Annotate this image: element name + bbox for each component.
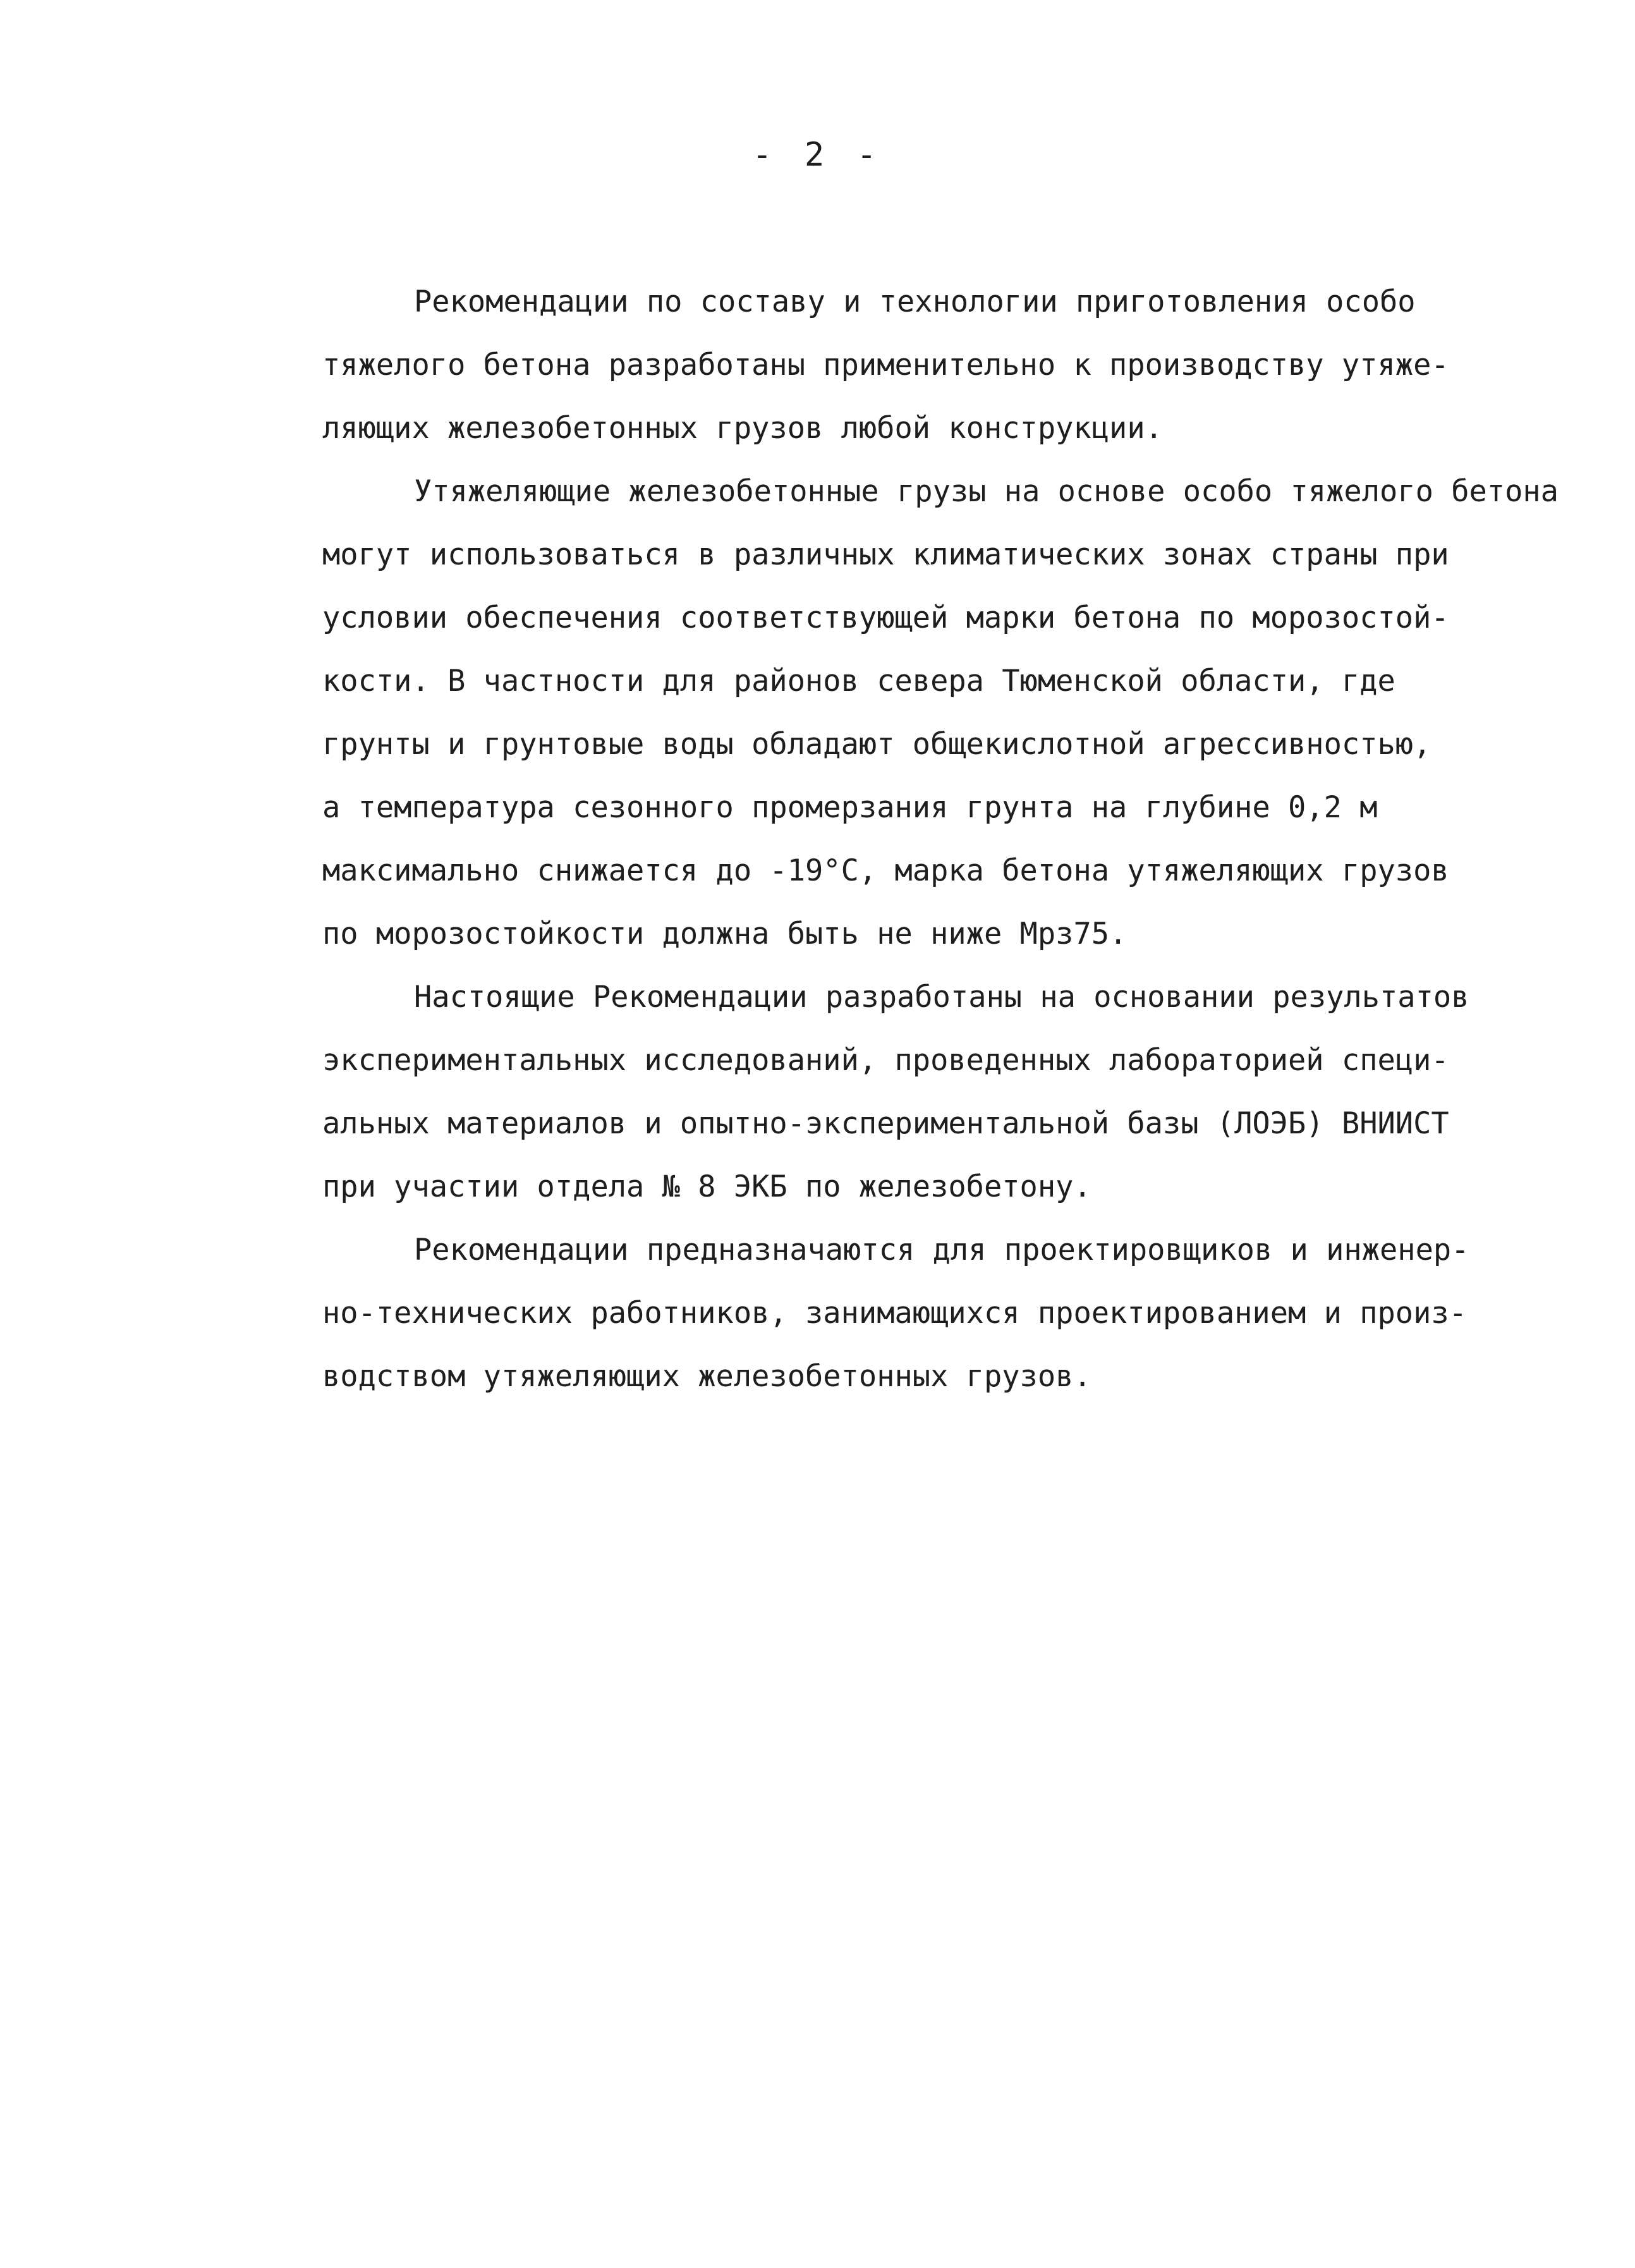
paragraph-line: кости. В частности для районов севера Тюменской области, где: [322, 664, 1395, 698]
paragraph-line: тяжелого бетона разработаны применительно к производству утяже-: [322, 348, 1449, 382]
paragraph-audience: [322, 1219, 1586, 1408]
paragraph-line: а температура сезонного промерзания грунта на глубине 0,2 м: [322, 790, 1378, 825]
paragraph-line: грунты и грунтовые воды обладают общекислотной агрессивностью,: [322, 727, 1431, 762]
paragraph-line: максимально снижается до -19°С, марка бетона утяжеляющих грузов: [322, 853, 1449, 888]
paragraph-line: но-технических работников, занимающихся проектированием и произ-: [322, 1296, 1467, 1331]
paragraph-line: при участии отдела № 8 ЭКБ по железобетону.: [322, 1169, 1091, 1204]
paragraph-line: альных материалов и опытно-экспериментальной базы (ЛОЭБ) ВНИИСТ: [322, 1106, 1449, 1141]
paragraph-line: Рекомендации предназначаются для проектировщиков и инженер-: [414, 1233, 1469, 1267]
paragraph-line: водством утяжеляющих железобетонных грузов.: [322, 1359, 1091, 1394]
paragraph-line: экспериментальных исследований, проведенных лабораторией специ-: [322, 1043, 1449, 1078]
paragraph-line: Настоящие Рекомендации разработаны на основании результатов: [414, 980, 1469, 1015]
paragraph-climate-conditions: [322, 460, 1586, 966]
paragraph-line: ляющих железобетонных грузов любой конструкции.: [322, 411, 1163, 446]
page-number: - 2 -: [752, 136, 883, 174]
paragraph-line: Рекомендации по составу и технологии приготовления особо: [414, 284, 1416, 319]
paragraph-line: могут использоваться в различных климатических зонах страны при: [322, 537, 1449, 572]
paragraph-line: Утяжеляющие железобетонные грузы на основе особо тяжелого бетона: [414, 474, 1559, 509]
paragraph-line: условии обеспечения соответствующей марки бетона по морозостой-: [322, 601, 1449, 635]
paragraph-purpose: [322, 271, 1586, 460]
paragraph-authors: [322, 966, 1586, 1219]
paragraph-line: по морозостойкости должна быть не ниже Мрз75.: [322, 917, 1127, 951]
